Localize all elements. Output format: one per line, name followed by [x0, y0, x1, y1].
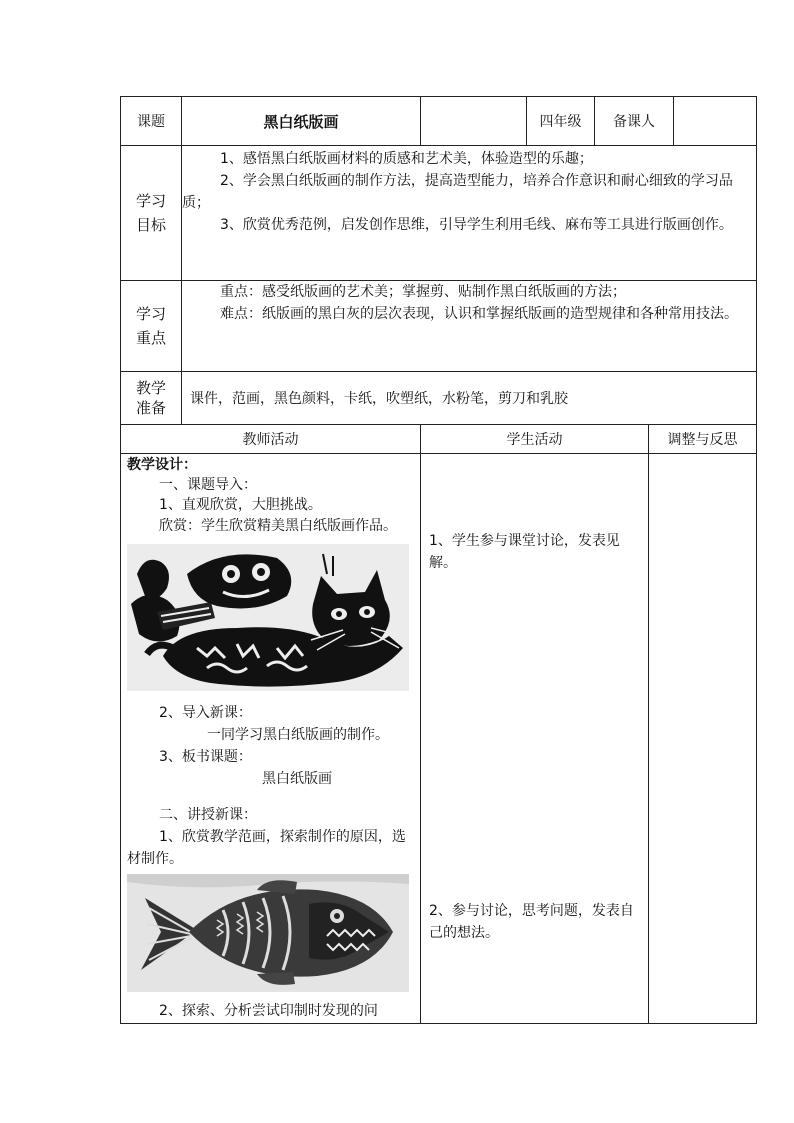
keypoint-item-1: 重点：感受纸版画的艺术美；掌握剪、贴制作黑白纸版画的方法； [220, 284, 626, 300]
topic-blank-cell [420, 96, 527, 146]
design-title: 教学设计： [127, 457, 197, 473]
student-activity-1: 1、学生参与课堂讨论，发表见解。 [429, 533, 620, 571]
section1-title: 一、课题导入： [159, 477, 257, 493]
topic-label: 课题 [120, 96, 182, 146]
section2-title: 二、讲授新课： [159, 807, 257, 823]
topic-value: 黑白纸版画 [181, 96, 421, 146]
teacher-activity-cell [120, 453, 421, 1024]
fish-print-artwork [127, 874, 409, 992]
keypoints-label-line2: 重点 [135, 329, 166, 347]
section1-appreciate: 欣赏：学生欣赏精美黑白纸版画作品。 [159, 518, 397, 534]
grade: 四年级 [526, 96, 595, 146]
column-header-teacher: 教师活动 [120, 424, 421, 454]
cat-print-image [127, 544, 409, 691]
objective-item-3: 3、欣赏优秀范例，启发创作思维，引导学生利用毛线、麻布等工具进行版画创作。 [220, 217, 733, 233]
section1-item3: 3、板书课题： [159, 749, 252, 765]
section1-item1: 1、直观欣赏，大胆挑战。 [159, 497, 322, 513]
student-activity-cell [420, 453, 649, 1024]
objective-item-2: 2、学会黑白纸版画的制作方法，提高造型能力，培养合作意识和耐心细致的学习品质； [182, 173, 733, 211]
objectives-label [120, 145, 182, 281]
reflection-cell [648, 453, 757, 1024]
objectives-label-line2: 目标 [135, 216, 166, 234]
keypoints-label-line1: 学习 [135, 305, 166, 323]
section1-item2: 2、导入新课： [159, 705, 252, 721]
objective-item-1: 1、感悟黑白纸版画材料的质感和艺术美，体验造型的乐趣； [220, 151, 593, 167]
objectives-label-line1: 学习 [135, 192, 166, 210]
keypoints-content [181, 280, 757, 372]
lesson-plan-table [120, 96, 757, 1024]
preparer-value [673, 96, 757, 146]
preparation-label-line1: 教学 [135, 379, 166, 397]
column-header-student: 学生活动 [420, 424, 649, 454]
board-title: 黑白纸版画 [262, 771, 332, 787]
student-activity-2: 2、参与讨论，思考问题，发表自己的想法。 [429, 903, 634, 941]
preparer-label: 备课人 [594, 96, 674, 146]
objectives-content [181, 145, 757, 281]
section1-item2-text: 一同学习黑白纸版画的制作。 [207, 727, 389, 743]
keypoints-label [120, 280, 182, 372]
fish-print-image [127, 874, 409, 992]
column-header-reflection: 调整与反思 [648, 424, 757, 454]
cat-print-artwork [127, 544, 409, 691]
section2-item1: 1、欣赏教学范画，探索制作的原因，选材制作。 [127, 829, 406, 867]
preparation-content: 课件，范画，黑色颜料，卡纸，吹塑纸，水粉笔，剪刀和乳胶 [181, 371, 757, 425]
preparation-label-line2: 准备 [135, 399, 166, 417]
preparation-label [120, 371, 182, 425]
section2-item2: 2、探索、分析尝试印制时发现的问 [159, 1003, 378, 1019]
keypoint-item-2: 难点：纸版画的黑白灰的层次表现，认识和掌握纸版画的造型规律和各种常用技法。 [220, 306, 738, 322]
